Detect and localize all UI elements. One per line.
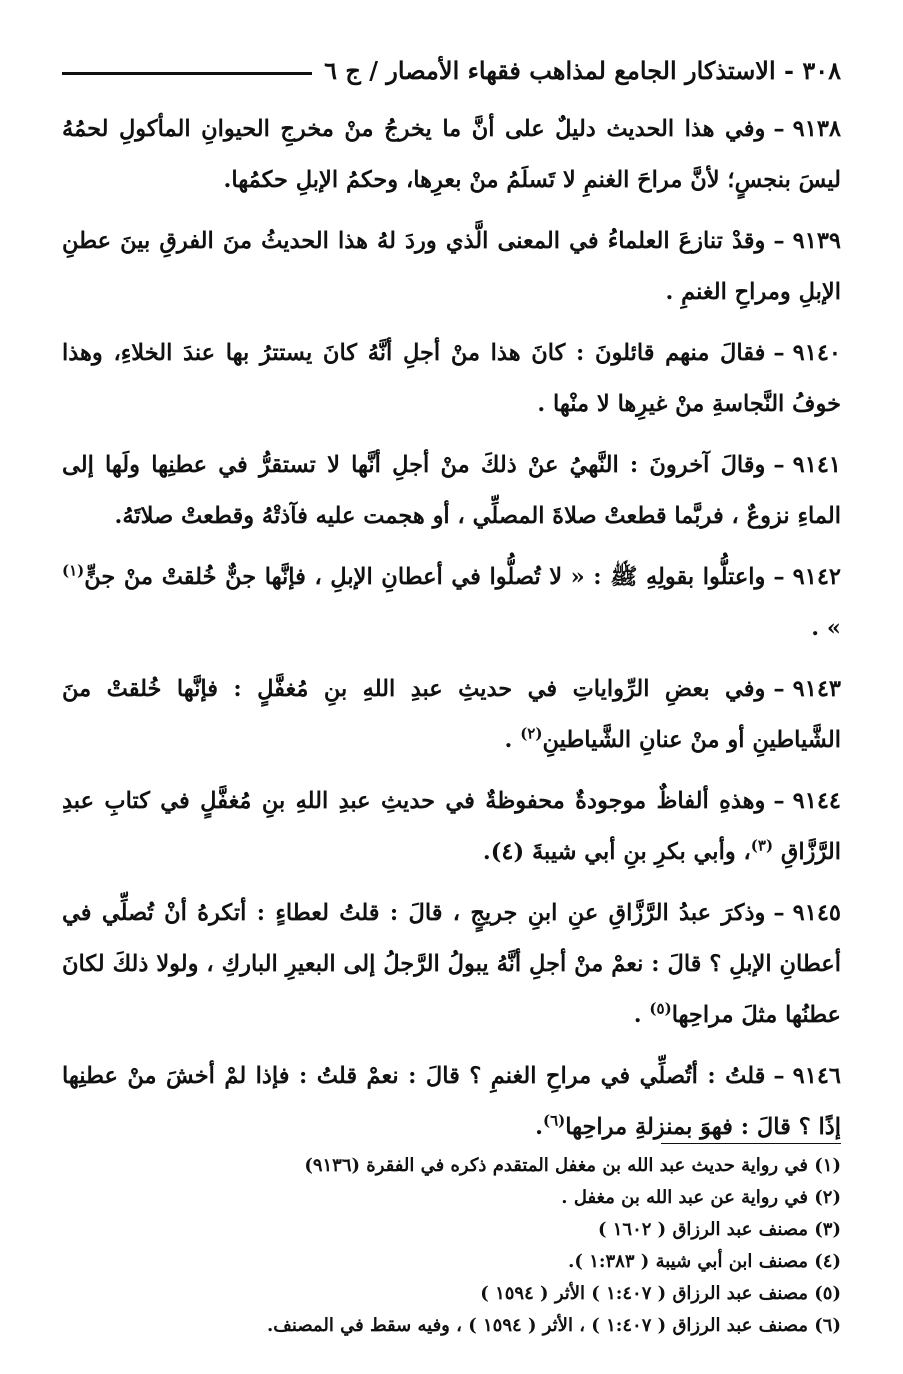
paragraph: ٩١٣٩–وقدْ تنازعَ العلماءُ في المعنى الَّذي وردَ لهُ هذا الحديثُ منَ الفرقِ بينَ عطنِ الإبلِ ومراحِ الغنمِ .: [62, 228, 841, 305]
paragraph-text: وفي بعضِ الرِّواياتِ في حديثِ عبدِ اللهِ بنِ مُغفَّلٍ : فإنَّها خُلقتْ منَ الشَّياطينِ أو منْ عنانِ الشَّياطينِ: [62, 676, 841, 753]
paragraph-text: وقدْ تنازعَ العلماءُ في المعنى الَّذي وردَ لهُ هذا الحديثُ منَ الفرقِ بينَ عطنِ الإبلِ ومراحِ الغنمِ .: [62, 228, 841, 305]
footnote: (٣) مصنف عبد الرزاق ( ١٦٠٢ ): [597, 1219, 841, 1240]
footnote-ref[interactable]: (١): [62, 561, 85, 580]
paragraph-tail: » .: [811, 615, 841, 641]
header-rule: [62, 72, 312, 75]
paragraph-text: وذكرَ عبدُ الرَّزَّاقِ عنِ ابنِ جريجٍ ، قالَ : قلتُ لعطاءٍ : أتكرهُ أنْ تُصلِّي في أعطانِ الإبلِ ؟ قالَ : نعمْ منْ أجلِ أنَّهُ يبولُ الرَّجلُ إلى البعيرِ الباركِ ، ولولا ذلكَ لكانَ عطنُها مثلَ مراحِها: [62, 900, 841, 1028]
paragraph: ٩١٤٣–وفي بعضِ الرِّواياتِ في حديثِ عبدِ اللهِ بنِ مُغفَّلٍ : فإنَّها خُلقتْ منَ الشَّياطينِ أو منْ عنانِ الشَّياطينِ$^{(٢)}$ .: [62, 676, 841, 753]
paragraph: ٩١٤٥–وذكرَ عبدُ الرَّزَّاقِ عنِ ابنِ جريجٍ ، قالَ : قلتُ لعطاءٍ : أتكرهُ أنْ تُصلِّي في أعطانِ الإبلِ ؟ قالَ : نعمْ منْ أجلِ أنَّهُ يبولُ الرَّجلُ إلى البعيرِ الباركِ ، ولولا ذلكَ لكانَ عطنُها مثلَ مراحِها$^{(٥)}$ .: [62, 900, 841, 1028]
footnote-ref[interactable]: (٣): [750, 836, 774, 855]
paragraph-number: ٩١٤٣: [792, 676, 841, 702]
main-text: [62, 104, 841, 1163]
footnote: (٢) في رواية عن عبد الله بن مغفل .: [561, 1187, 841, 1208]
paragraph-number: ٩١٣٨: [792, 116, 841, 142]
paragraph-number: ٩١٣٩: [792, 228, 841, 254]
paragraph-tail: .: [535, 1114, 543, 1140]
running-header: [62, 50, 841, 90]
paragraph: ٩١٤٠–فقالَ منهم قائلونَ : كانَ هذا منْ أجلِ أنَّهُ كانَ يستترُ بها عندَ الخلاءِ، وهذا خوفُ النَّجاسةِ منْ غيرِها لا منْها .: [62, 340, 841, 417]
paragraph-text: قلتُ : أتُصلِّي في مراحِ الغنمِ ؟ قالَ : نعمْ قلتُ : فإذا لمْ أخشَ منْ عطنِها إذًا ؟ قالَ : فهوَ بمنزلةِ مراحِها: [62, 1063, 841, 1140]
header-title: ٣٠٨ - الاستذكار الجامع لمذاهب فقهاء الأمصار / ج ٦: [324, 55, 841, 85]
paragraph: ٩١٣٨–وفي هذا الحديث دليلٌ على أنَّ ما يخرجُ منْ مخرجِ الحيوانِ المأكولِ لحمُهُ ليسَ بنجسٍ؛ لأنَّ مراحَ الغنمِ لا تَسلَمُ منْ بعرِها، وحكمُ الإبلِ حكمُها.: [62, 116, 841, 193]
paragraph-text: فقالَ منهم قائلونَ : كانَ هذا منْ أجلِ أنَّهُ كانَ يستترُ بها عندَ الخلاءِ، وهذا خوفُ النَّجاسةِ منْ غيرِها لا منْها .: [62, 340, 841, 417]
footnotes: [62, 1150, 841, 1342]
paragraph-tail: .: [633, 1002, 650, 1028]
paragraph-number: ٩١٤٦: [792, 1063, 841, 1089]
paragraph-text: واعتلُّوا بقولِهِ ﷺ : « لا تُصلُّوا في أعطانِ الإبلِ ، فإنَّها جنٌّ خُلقتْ منْ جنٍّ: [84, 564, 766, 590]
paragraph-number: ٩١٤٢: [792, 564, 841, 590]
paragraph: ٩١٤٦–قلتُ : أتُصلِّي في مراحِ الغنمِ ؟ قالَ : نعمْ قلتُ : فإذا لمْ أخشَ منْ عطنِها إذًا ؟ قالَ : فهوَ بمنزلةِ مراحِها$^{(٦)}$.: [62, 1063, 841, 1140]
footnote: (٦) مصنف عبد الرزاق ( ١:٤٠٧ ) ، الأثر ( ١٥٩٤ ) ، وفيه سقط في المصنف.: [266, 1315, 841, 1336]
paragraph-tail: ، وأبي بكرِ بنِ أبي شيبةَ (٤).: [482, 839, 751, 865]
footnote-ref[interactable]: (٥): [649, 999, 672, 1018]
footnote: (١) في رواية حديث عبد الله بن مغفل المتقدم ذكره في الفقرة (٩١٣٦): [304, 1155, 841, 1176]
footnote-separator: [661, 1143, 841, 1144]
footnote: (٤) مصنف ابن أبي شيبة ( ١:٣٨٣ ).: [568, 1251, 841, 1272]
paragraph-number: ٩١٤١: [792, 452, 841, 478]
footnote-ref[interactable]: (٢): [520, 724, 543, 743]
footnote: (٥) مصنف عبد الرزاق ( ١:٤٠٧ ) الأثر ( ١٥٩٤ ): [480, 1283, 841, 1304]
paragraph: ٩١٤٤–وهذهِ ألفاظٌ موجودةٌ محفوظةٌ في حديثِ عبدِ اللهِ بنِ مُغفَّلٍ في كتابِ عبدِ الرَّزَّاقِ $^{(٣)}$، وأبي بكرِ بنِ أبي شيبةَ (٤).: [62, 788, 841, 865]
paragraph-text: وهذهِ ألفاظٌ موجودةٌ محفوظةٌ في حديثِ عبدِ اللهِ بنِ مُغفَّلٍ في كتابِ عبدِ الرَّزَّاقِ: [62, 788, 841, 865]
paragraph: ٩١٤١–وقالَ آخرونَ : النَّهيُ عنْ ذلكَ منْ أجلِ أنَّها لا تستقرُّ في عطنِها ولَها إلى الماءِ نزوعٌ ، فربَّما قطعتْ صلاةَ المصلِّي ، أو هجمت عليه فآذتْهُ وقطعتْ صلاتَهُ.: [62, 452, 841, 529]
paragraph: ٩١٤٢–واعتلُّوا بقولِهِ ﷺ : « لا تُصلُّوا في أعطانِ الإبلِ ، فإنَّها جنٌّ خُلقتْ منْ جنٍّ$^{(١)}$ » .: [62, 561, 841, 641]
paragraph-text: وقالَ آخرونَ : النَّهيُ عنْ ذلكَ منْ أجلِ أنَّها لا تستقرُّ في عطنِها ولَها إلى الماءِ نزوعٌ ، فربَّما قطعتْ صلاةَ المصلِّي ، أو هجمت عليه فآذتْهُ وقطعتْ صلاتَهُ.: [62, 452, 841, 529]
paragraph-tail: .: [504, 727, 521, 753]
paragraph-number: ٩١٤٠: [792, 340, 841, 366]
paragraph-number: ٩١٤٥: [792, 900, 841, 926]
paragraph-number: ٩١٤٤: [792, 788, 841, 814]
footnote-ref[interactable]: (٦): [542, 1111, 566, 1130]
paragraph-text: وفي هذا الحديث دليلٌ على أنَّ ما يخرجُ منْ مخرجِ الحيوانِ المأكولِ لحمُهُ ليسَ بنجسٍ؛ لأنَّ مراحَ الغنمِ لا تَسلَمُ منْ بعرِها، وحكمُ الإبلِ حكمُها.: [62, 116, 841, 193]
